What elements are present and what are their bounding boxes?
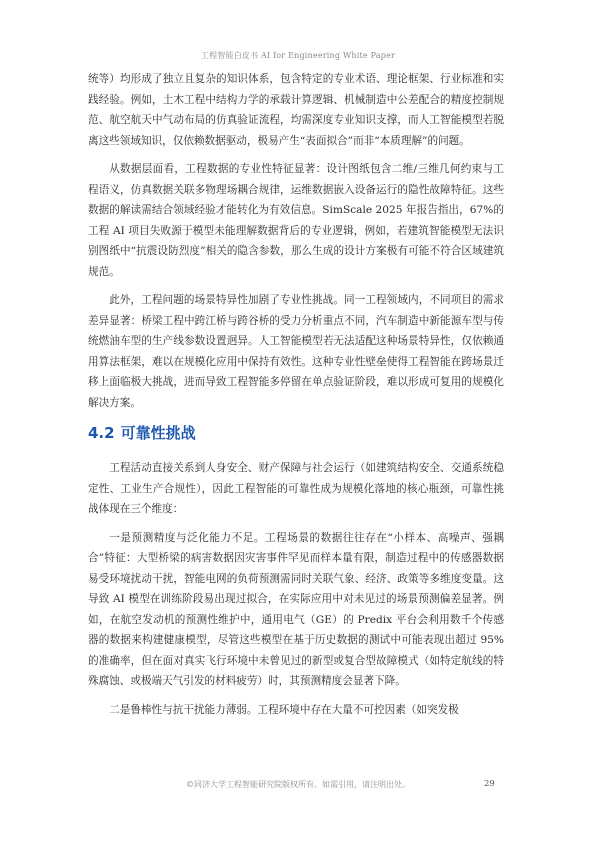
body-paragraph: 此外，工程问题的场景特异性加剧了专业性挑战。同一工程领域内，不同项目的需求差异显著：桥梁工程中跨江桥与跨谷桥的受力分析重点不同，汽车制造中新能源车型与传统燃油车型的生产线参数设置迥异。人工智能模型若无法适配这种场景特异性，仅依赖通用算法框架，难以在规模化应用中保持有效性。这种专业性壁垒使得工程智能在跨场景迁移上面临极大挑战，进而导致工程智能多停留在单点验证阶段，难以形成可复用的规模化解决方案。 [88, 294, 504, 409]
body-paragraph: 统等）均形成了独立且复杂的知识体系，包含特定的专业术语、理论框架、行业标准和实践经验。例如，土木工程中结构力学的承载计算逻辑、机械制造中公差配合的精度控制规范、航空航天中气动布局的仿真验证流程，均需深度专业知识支撑，而人工智能模型若脱离这些领域知识，仅依赖数据驱动，极易产生“表面拟合”而非“本质理解”的问题。 [88, 73, 504, 147]
section-title: 可靠性挑战 [120, 424, 196, 442]
body-paragraph: 二是鲁棒性与抗干扰能力薄弱。工程环境中存在大量不可控因素（如突发极 [109, 703, 459, 716]
page-body [88, 69, 504, 728]
body-paragraph: 从数据层面看，工程数据的专业性特征显著：设计图纸包含二维/三维几何约束与工程语义，仿真数据关联多物理场耦合规律，运维数据嵌入设备运行的隐性故障特征。这些数据的解读需结合领域经验才能转化为有效信息。SimScale 2025 年报告指出，67%的工程 AI 项目失败源于模型未能理解数据背后的专业逻辑，例如，若建筑智能模型无法识别图纸中“抗震设防烈度”相关的隐含参数，那么生成的设计方案极有可能不符合区域建筑规范。 [88, 163, 504, 278]
section-heading [88, 422, 504, 444]
running-header: 工程智能白皮书 AI for Engineering White Paper [200, 51, 396, 60]
section-number: 4.2 [88, 424, 115, 442]
body-paragraph: 工程活动直接关系到人身安全、财产保障与社会运行（如建筑结构安全、交通系统稳定性、工业生产合规性），因此工程智能的可靠性成为规模化落地的核心瓶颈，可靠性挑战体现在三个维度： [88, 462, 504, 515]
page-number: 29 [484, 779, 495, 789]
body-paragraph: 一是预测精度与泛化能力不足。工程场景的数据往往存在“小样本、高噪声、强耦合”特征：大型桥梁的病害数据因灾害事件罕见而样本量有限，制造过程中的传感器数据易受环境扰动干扰，智能电网的负荷预测需同时关联气象、经济、政策等多维度变量。这导致 AI 模型在训练阶段易出现过拟合，在实际应用中对未见过的场景预测偏差显著。例如，在航空发动机的预测性维护中，通用电气（GE）的 Predix 平台会利用数千个传感器的数据来构建健康模型，尽管这些模型在基于历史数据的测试中可能表现出超过 95%的准确率，但在面对真实飞行环境中未曾见过的新型或复合型故障模式（如特定航线的特殊腐蚀、或极端天气引发的材料疲劳）时，其预测精度会显著下降。 [88, 531, 504, 687]
copyright-notice: ©同济大学工程智能研究院版权所有。如需引用，请注明出处。 [186, 780, 410, 789]
